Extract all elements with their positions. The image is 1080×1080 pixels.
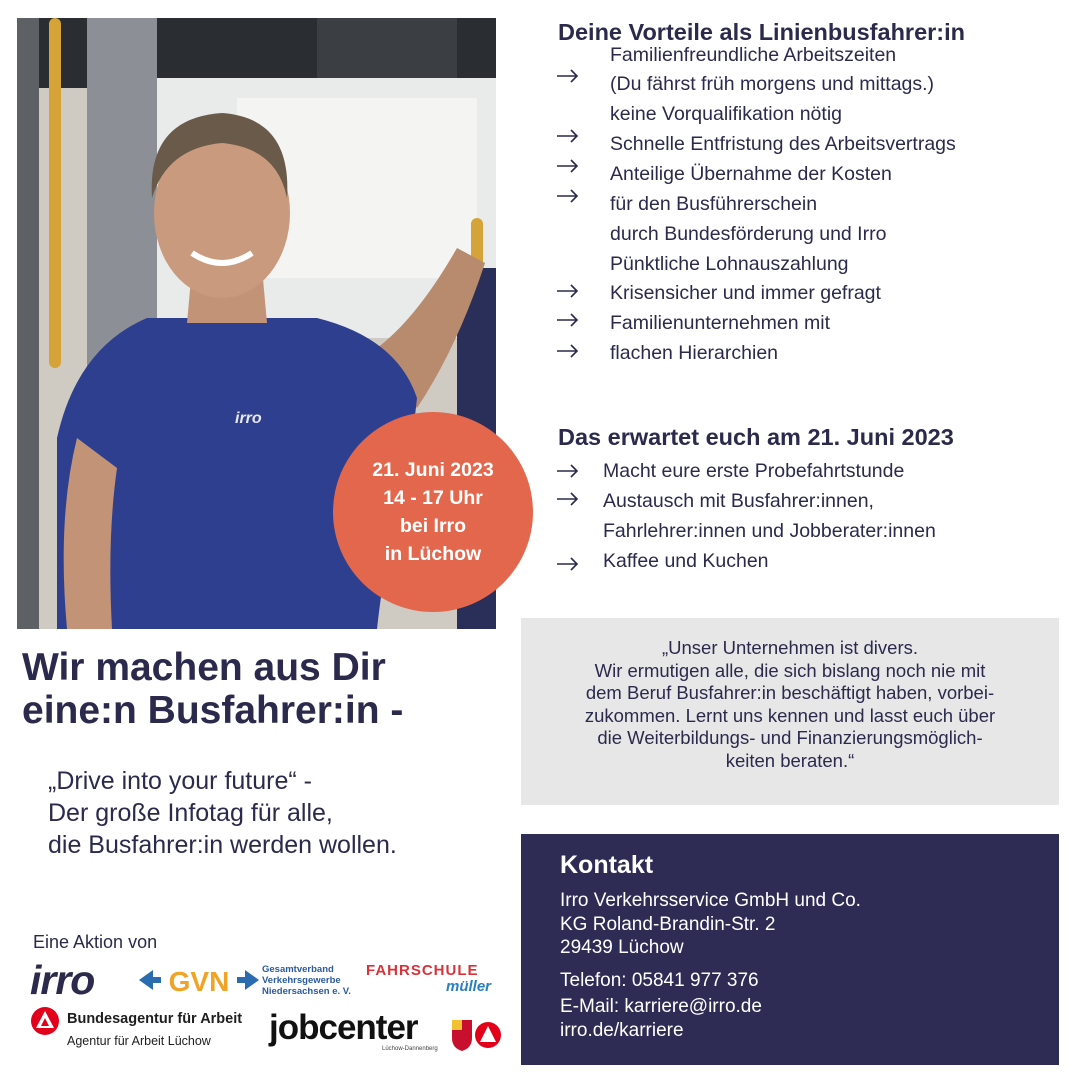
contact-phone[interactable]: Telefon: 05841 977 376 [560, 970, 759, 991]
headline-line-2: eine:n Busfahrer:in - [22, 689, 404, 732]
badge-time: 14 - 17 Uhr [383, 487, 483, 509]
vorteile-line: Familienfreundliche Arbeitszeiten [610, 44, 897, 66]
fahrschule-logo: FAHRSCHULE [366, 962, 479, 979]
vorteile-line: keine Vorqualifikation nötig [610, 103, 842, 125]
irro-logo: irro [30, 957, 95, 1003]
quote-line: Wir ermutigen alle, die sich bislang noch nie mit [594, 659, 986, 681]
jobcenter-icons [450, 1018, 502, 1057]
erwartet-line: Kaffee und Kuchen [603, 550, 769, 572]
arrow-icon [556, 464, 580, 478]
erwartet-line: Fahrlehrer:innen und Jobberater:innen [603, 520, 936, 542]
shirt-logo: irro [235, 410, 262, 427]
vorteile-line: Anteilige Übernahme der Kosten [610, 163, 892, 185]
quote-line: dem Beruf Busfahrer:in beschäftigt haben, vorbei- [585, 682, 995, 703]
arrow-icon [556, 69, 580, 83]
arrow-icon [556, 159, 580, 173]
arrow-icon [556, 189, 580, 203]
gvn-logo [139, 963, 259, 1002]
subline-line-2: Der große Infotag für alle, [48, 799, 333, 827]
vorteile-line: (Du fährst früh morgens und mittags.) [610, 73, 935, 95]
quote-line: die Weiterbildungs- und Finanzierungsmöglich- [597, 727, 983, 748]
jobcenter-logo: jobcenter [269, 1008, 418, 1047]
erwartet-line: Austausch mit Busfahrer:innen, [603, 490, 874, 512]
jobcenter-sub: Lüchow-Dannenberg [382, 1046, 438, 1052]
contact-title: Kontakt [560, 851, 654, 879]
gvn-wordmark: GVN [168, 966, 230, 997]
headline [22, 646, 502, 732]
badge-date: 21. Juni 2023 [372, 459, 494, 481]
badge-place: bei Irro [399, 515, 467, 537]
quote-line: „Unser Unternehmen ist divers. [661, 637, 918, 658]
arrow-icon [556, 492, 580, 506]
quote-box [521, 618, 1059, 805]
contact-web-link[interactable]: irro.de/karriere [560, 1020, 684, 1041]
gvn-text-line-1: Gesamtverband [262, 964, 334, 975]
mueller-logo: müller [446, 978, 492, 995]
vorteile-line: Krisensicher und immer gefragt [610, 282, 881, 304]
contact-address-3: 29439 Lüchow [560, 937, 684, 958]
subline [48, 765, 508, 861]
event-badge [333, 412, 533, 612]
contact-address-2: KG Roland-Brandin-Str. 2 [560, 914, 776, 935]
vorteile-title: Deine Vorteile als Linienbusfahrer:in [558, 19, 965, 45]
arrow-icon [556, 557, 580, 571]
arrow-icon [556, 313, 580, 327]
quote-line: keiten beraten.“ [725, 749, 855, 771]
bundesagentur-sub: Agentur für Arbeit Lüchow [67, 1034, 211, 1048]
vorteile-line: Pünktliche Lohnauszahlung [610, 253, 849, 275]
arrow-icon [556, 344, 580, 358]
aktion-label: Eine Aktion von [33, 932, 158, 952]
quote-line: zukommen. Lernt uns kennen und lasst euch über [584, 704, 996, 726]
vorteile-line: durch Bundesförderung und Irro [610, 223, 887, 245]
contact-address-1: Irro Verkehrsservice GmbH und Co. [560, 890, 861, 911]
erwartet-line: Macht eure erste Probefahrtstunde [603, 460, 905, 482]
subline-line-1: „Drive into your future“ - [48, 767, 312, 795]
vorteile-line: Schnelle Entfristung des Arbeitsvertrags [610, 133, 956, 155]
contact-box [521, 834, 1059, 1065]
bundesagentur-name: Bundesagentur für Arbeit [67, 1011, 243, 1027]
contact-email-link[interactable]: E-Mail: karriere@irro.de [560, 996, 762, 1017]
gvn-text-line-3: Niedersachsen e. V. [262, 986, 351, 997]
gvn-text-line-2: Verkehrsgewerbe [262, 975, 341, 986]
erwartet-title: Das erwartet euch am 21. Juni 2023 [558, 424, 954, 450]
bundesagentur-icon [30, 1006, 60, 1041]
vorteile-line: Familienunternehmen mit [610, 312, 831, 334]
gvn-text [262, 964, 351, 997]
subline-line-3: die Busfahrer:in werden wollen. [48, 831, 397, 859]
arrow-icon [556, 284, 580, 298]
arrow-icon [556, 129, 580, 143]
badge-city: in Lüchow [384, 543, 482, 565]
vorteile-line: für den Busführerschein [610, 193, 818, 215]
headline-line-1: Wir machen aus Dir [22, 646, 386, 689]
vorteile-line: flachen Hierarchien [610, 342, 779, 364]
